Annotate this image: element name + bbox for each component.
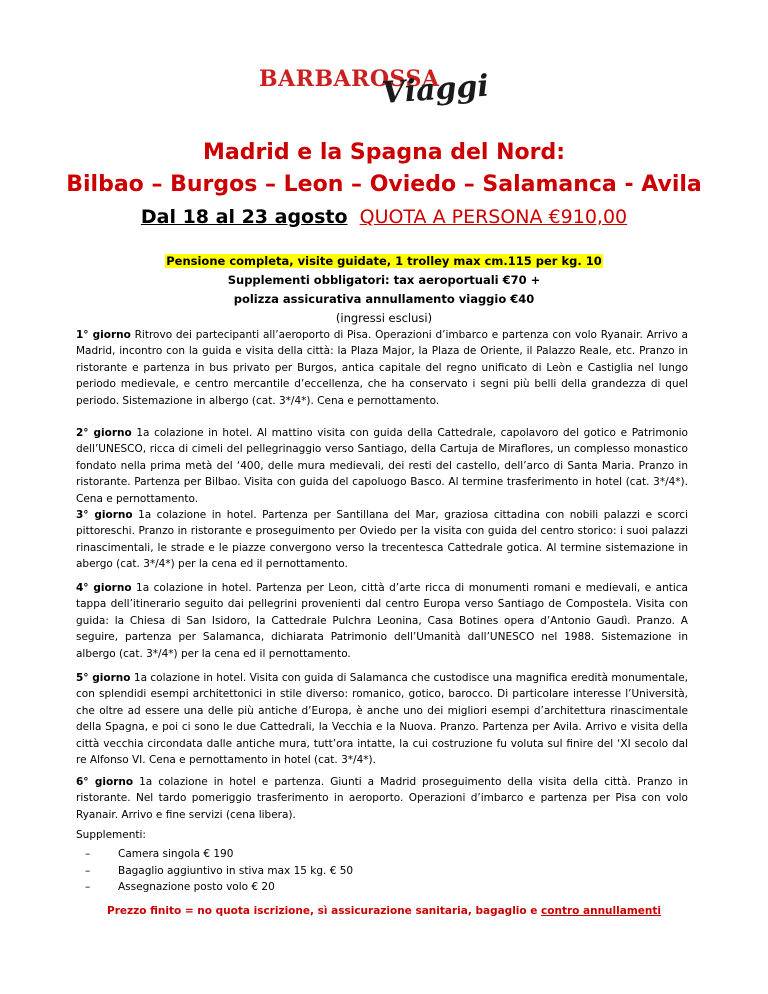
barbarossa-logo	[0, 64, 768, 116]
day-3-text: 1a colazione in hotel. Partenza per Santillana del Mar, graziosa cittadina con nobili palazzi e scorci pittoreschi. Pranzo in ristorante e proseguimento per Oviedo per la visita con guida del centro storico: i suoi palazzi rinascimentali, le strade e le piazze convergono verso la trecentesca Cattedrale gotica. Al termine sistemazione in abergo (cat. 3*/4*) per la cena ed il pernottamento.	[76, 509, 688, 571]
price-per-person: QUOTA A PERSONA €910,00	[359, 206, 628, 228]
day-2-paragraph	[76, 425, 688, 507]
page-title-line-2: Bilbao – Burgos – Leon – Oviedo – Salamanca - Avila	[66, 172, 702, 197]
supplements-title: Supplementi:	[76, 829, 146, 841]
supplement-item-single-room: – Camera singola € 190	[76, 846, 353, 863]
day-5-text: 1a colazione in hotel. Visita con guida di Salamanca che custodisce una magnifica eredità monumentale, con splendidi esempi architettonici in stile diverso: romanico, gotico, barocco. Di particolare interesse l’Università, che oltre ad essere una delle più antiche d’Europa, è anche uno dei migliori esempi d’architettura rinascimentale della Spagna, e poi ci sono le due Cattedrali, la Vecchia e la Nuova. Pranzo. Partenza per Avila. Arrivo e visita della città vecchia circondata dalle antiche mura, tutt’ora intatte, la cui costruzione fu voluta sul finire del ‘XI secolo dal re Alfonso VI. Cena e pernottamento in hotel (cat. 3*/4*).	[76, 672, 688, 767]
final-price-note	[0, 905, 768, 917]
day-5-paragraph	[76, 670, 688, 768]
supplements-list	[76, 846, 353, 896]
day-4-paragraph	[76, 580, 688, 662]
info-mandatory-supplements: Supplementi obbligatori: tax aeroportuali €70 +	[227, 273, 541, 287]
day-5-label: 5° giorno	[76, 672, 131, 684]
day-4-text: 1a colazione in hotel. Partenza per Leon, città d’arte ricca di monumenti romani e medievali, e antica tappa dell’itinerario seguito dai pellegrini provenienti dal centro Europa verso Santiago de Compostela. Visita con guida: la Chiesa di San Isidoro, la Cattedrale Pulchra Leonina, Casa Botines opera d’Antonio Gaudì. Pranzo. A seguire, partenza per Salamanca, dichiarata Patrimonio dell’Umanità dall’UNESCO nel 1988. Sistemazione in albergo (cat. 3*/4*) per la cena ed il pernottamento.	[76, 582, 688, 660]
logo-main-text: BARBAROSSA	[259, 66, 440, 92]
day-1-label: 1° giorno	[76, 329, 131, 341]
supplement-item-seat-assignment: – Assegnazione posto volo € 20	[76, 879, 353, 896]
day-1-text: Ritrovo dei partecipanti all’aeroporto di Pisa. Operazioni d’imbarco e partenza con volo Ryanair. Arrivo a Madrid, incontro con la guida e visita della città: la Plaza Major, la Plaza de Oriente, il Palazzo Reale, etc. Pranzo in ristorante e partenza in bus privato per Burgos, antica capitale del regno unificato di Leòn e Castiglia nel lungo periodo medievale, e centro mercantile d’eccellenza, che ha conservato i segni più belli della grandezza di quel periodo. Sistemazione in albergo (cat. 3*/4*). Cena e pernottamento.	[76, 329, 688, 407]
day-6-text: 1a colazione in hotel e partenza. Giunti a Madrid proseguimento della visita della città. Pranzo in ristorante. Nel tardo pomeriggio trasferimento in aeroporto. Operazioni d’imbarco e partenza per Pisa con volo Ryanair. Arrivo e fine servizi (cena libera).	[76, 776, 688, 821]
logo-sub-text: Viaggi	[380, 68, 490, 111]
info-inclusions	[0, 254, 768, 268]
day-4-label: 4° giorno	[76, 582, 132, 594]
travel-dates: Dal 18 al 23 agosto	[140, 206, 348, 228]
dates-price-line	[0, 206, 768, 228]
final-note-text: Prezzo finito = no quota iscrizione, sì assicurazione sanitaria, bagaglio e	[107, 905, 542, 917]
day-6-paragraph	[76, 774, 688, 823]
info-excluded: (ingressi esclusi)	[335, 311, 433, 325]
day-3-label: 3° giorno	[76, 509, 133, 521]
day-3-paragraph	[76, 507, 688, 573]
day-6-label: 6° giorno	[76, 776, 134, 788]
page-title-line-1: Madrid e la Spagna del Nord:	[202, 140, 566, 165]
supplement-item-extra-baggage: – Bagaglio aggiuntivo in stiva max 15 kg. € 50	[76, 863, 353, 880]
info-inclusions-text: Pensione completa, visite guidate, 1 trolley max cm.115 per kg. 10	[166, 254, 602, 268]
day-2-text: 1a colazione in hotel. Al mattino visita con guida della Cattedrale, capolavoro del gotico e Patrimonio dell’UNESCO, ricca di cimeli del pellegrinaggio verso Santiago, della Cartuja de Miraflores, un complesso monastico fondato nella prima metà del ‘400, delle mura medievali, dei resti del castello, dell’arco di Santa Maria. Pranzo in ristorante. Partenza per Bilbao. Visita con guida del capoluogo Basco. Al termine trasferimento in hotel (cat. 3*/4*). Cena e pernottamento.	[76, 427, 688, 505]
day-2-label: 2° giorno	[76, 427, 132, 439]
info-insurance: polizza assicurativa annullamento viaggio €40	[233, 292, 535, 306]
final-note-underlined: contro annullamenti	[541, 905, 661, 917]
day-1-paragraph	[76, 327, 688, 409]
